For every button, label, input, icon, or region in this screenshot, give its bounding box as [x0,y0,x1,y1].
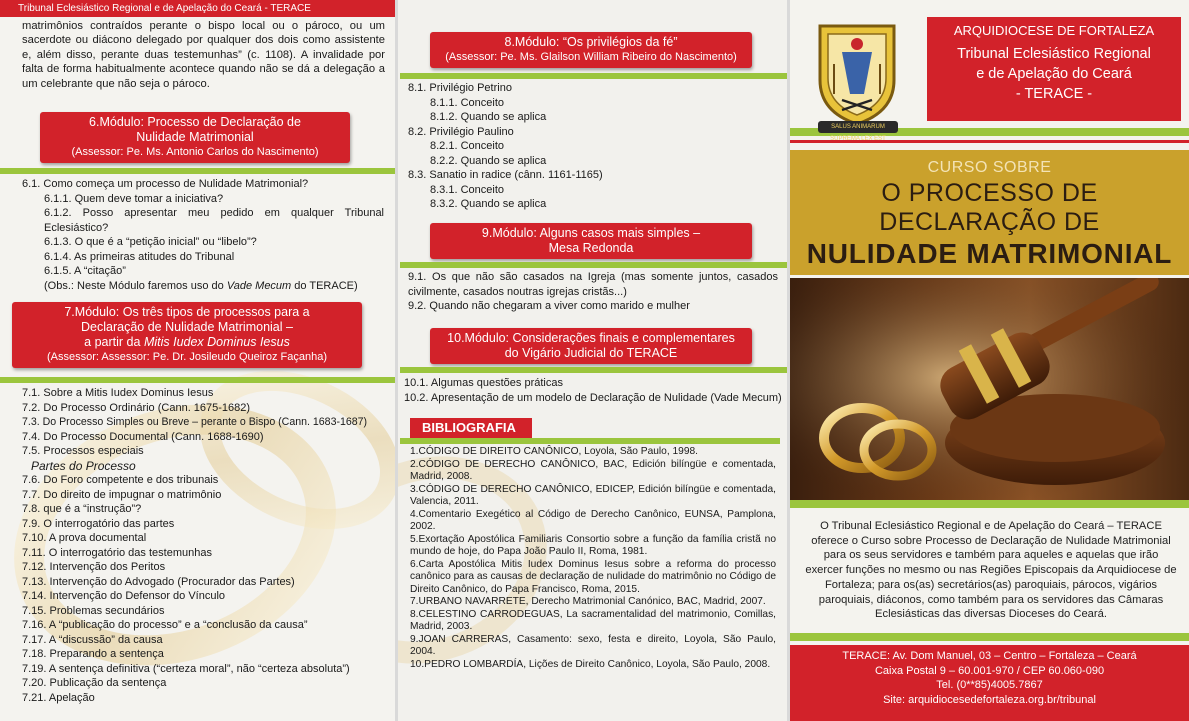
module-6-title: 6.Módulo: Processo de Declaração de [89,115,301,129]
left-panel [0,0,395,721]
list-item: 6.1.3. O que é a “petição inicial” ou “libelo”? [44,236,257,248]
list-item: 7.1. Sobre a Mitis Iudex Dominus Iesus [22,387,214,399]
gavel-icon [790,278,1189,500]
parts-heading: Partes do Processo [31,458,136,473]
archdiocese-title: ARQUIDIOCESE DE FORTALEZA [953,23,1155,38]
footer-contact [790,645,1189,721]
list-item: 6.1.2. Posso apresentar meu pedido em qualquer Tribunal Eclesiástico? [44,207,384,234]
list-item: 8.1.1. Conceito [430,96,504,109]
list-item: 7.7. Do direito de impugnar o matrimônio [22,488,222,501]
divider [790,633,1189,641]
divider [0,377,395,383]
list-item: 7.5. Processos especiais [22,445,144,457]
module-7-banner [12,302,362,368]
module-9-list [408,270,778,314]
bibliography-entry: 5.Exortação Apostólica Familiaris Consortio sobre a função da família cristã no mundo de hoje, do Papa João Paulo II, Roma, 1981. [410,533,776,557]
module-7-title-3: a partir da Mitis Iudex Dominus Iesus [84,335,290,349]
module-8-title: 8.Módulo: “Os privilégios da fé” [504,35,678,49]
module-6-assessor: (Assessor: Pe. Ms. Antonio Carlos do Nascimento) [71,146,319,158]
list-item: 7.11. O interrogatório das testemunhas [22,546,212,559]
list-item: 8.3. Sanatio in radice (cânn. 1161-1165) [408,169,603,181]
list-item: 6.1. Como começa um processo de Nulidade Matrimonial? [22,178,309,190]
module-10-title: 10.Módulo: Considerações finais e complementares [447,331,735,345]
bibliography-entry: 9.JOAN CARRERAS, Casamento: sexo, festa e direito, Loyola, São Paulo, 2004. [410,633,776,657]
footer-address: TERACE: Av. Dom Manuel, 03 – Centro – Fortaleza – Ceará [842,650,1137,662]
module-6-banner [40,112,350,163]
list-item: 7.3. Do Processo Simples ou Breve – perante o Bispo (Cann. 1683-1687) [22,416,368,428]
list-item: 7.21. Apelação [22,691,95,704]
list-item: 7.8. que é a “instrução”? [22,503,142,515]
divider [400,438,780,444]
coat-of-arms-seal [812,20,902,132]
course-description: O Tribunal Eclesiástico Regional e de Apelação do Ceará – TERACE oferece o Curso sobre Processo de Declaração de Nulidade Matrimonial para os seus servidores e também para aqueles e aquelas que irão exercer funções no mesmo ou nas Regiões Episcopais da Arquidiocese de Fortaleza; para os(as) secretários(as) paroquiais, párocos, vigários paroquiais, diáconos, como também para os servidores das Câmaras Eclesiásticas das diversas Dioceses do Ceará. [805,520,1177,621]
list-item: 10.2. Apresentação de um modelo de Declaração de Nulidade (Vade Mecum) [404,391,782,404]
bibliography-entry: 7.URBANO NAVARRETE, Derecho Matrimonial Canónico, BAC, Madrid, 2007. [410,596,766,607]
list-item: 7.17. A “discussão” da causa [22,633,163,646]
list-item: 6.1.4. As primeiras atitudes do Tribunal [44,250,235,263]
module-6-title-2: Nulidade Matrimonial [136,130,254,144]
bibliography-entry: 8.CELESTINO CARRODEGUAS, La sacramentalidad del matrimonio, Comillas, Madrid, 2003. [410,608,776,632]
gavel-rings-photo [790,278,1189,500]
list-item: 6.1.1. Quem deve tomar a iniciativa? [44,192,224,205]
list-item: 7.16. A “publicação do processo” e a “conclusão da causa” [22,619,308,631]
list-item: 8.1. Privilégio Petrino [408,82,512,94]
module-9-banner [430,223,752,259]
bibliography-entry: 3.CÓDIGO DE DERECHO CANÔNICO, EDICEP, Edición bilíngüe e comentada, Valencia, 2011. [410,483,776,507]
module-10-title-2: do Vigário Judicial do TERACE [504,346,678,360]
list-item: 8.2. Privilégio Paulino [408,125,514,138]
module-7-assessor: (Assessor: Assessor: Pe. Dr. Josileudo Queiroz Façanha) [46,351,327,363]
divider [400,73,787,79]
list-item: 7.9. O interrogatório das partes [22,517,175,530]
module-6-list [22,177,384,293]
list-item: 7.10. A prova documental [22,532,147,544]
module-7-title: 7.Módulo: Os três tipos de processos para a [64,305,310,319]
list-item: 7.2. Do Processo Ordinário (Cann. 1675-1682) [22,401,251,414]
divider [790,500,1189,508]
footer-phone: Tel. (0**85)4005.7867 [936,679,1043,691]
list-item: 7.18. Preparando a sentença [22,648,164,660]
list-item: 7.12. Intervenção dos Peritos [22,561,166,573]
list-item: 7.13. Intervenção do Advogado (Procurador das Partes) [22,575,295,588]
header-box [927,17,1181,121]
module-10-banner [430,328,752,364]
module-9-title-2: Mesa Redonda [548,241,634,255]
module-8-list [408,81,778,212]
list-item: 9.1. Os que não são casados na Igreja (mas somente juntos, casados civilmente, casados noutras igrejas cristãs...) [408,271,778,298]
tribunal-title: Tribunal Eclesiástico Regional e de Apelação do Ceará - TERACE - [957,46,1151,102]
module-7-list [22,386,387,705]
divider [400,367,787,373]
divider [0,168,395,174]
bibliography-entry: 4.Comentario Exegético al Código de Derecho Canônico, EUNSA, Pamplona, 2002. [410,508,776,532]
divider [400,262,787,268]
list-item: 7.20. Publicação da sentença [22,677,167,689]
bibliography-entry: 1.CÓDIGO DE DIREITO CANÔNICO, Loyola, São Paulo, 1998. [410,446,699,457]
header-strip: Tribunal Eclesiástico Regional e de Apelação do Ceará - TERACE [0,0,395,17]
list-item: 8.2.2. Quando se aplica [430,154,547,167]
list-item: 8.2.1. Conceito [430,140,504,152]
module-8-assessor: (Assessor: Pe. Ms. Glailson William Ribeiro do Nascimento) [445,51,737,63]
list-item: 8.1.2. Quando se aplica [430,111,547,123]
footer-postal: Caixa Postal 9 – 60.001-970 / CEP 60.060-090 [874,664,1105,677]
list-item: 7.15. Problemas secundários [22,604,165,617]
bibliography-entry: 10.PEDRO LOMBARDÍA, Lições de Direito Canônico, Loyola, São Paulo, 2008. [410,658,771,670]
list-item: 8.3.1. Conceito [430,183,504,196]
bibliography-heading: BIBLIOGRAFIA [410,418,532,438]
list-item: 6.1.5. A “citação” [44,265,126,277]
seal-motto: SALUS ANIMARUM SUPREMA LEX EST [818,121,898,133]
course-title-block [790,150,1189,275]
list-item: 7.19. A sentença definitiva (“certeza moral”, não “certeza absoluta”) [22,662,350,675]
list-item: 7.4. Do Processo Documental (Cann. 1688-1690) [22,430,264,443]
course-title-line-2: NULIDADE MATRIMONIAL [806,238,1173,269]
list-item: 7.14. Intervenção do Defensor do Vínculo [22,590,226,602]
bibliography-list [410,446,776,671]
list-item: 8.3.2. Quando se aplica [430,198,547,210]
course-title-line-1: O PROCESSO DE DECLARAÇÃO DE [879,179,1100,236]
module-9-title: 9.Módulo: Alguns casos mais simples – [481,226,701,240]
list-item: 7.6. Do Foro competente e dos tribunais [22,474,219,486]
course-subtitle: CURSO SOBRE [927,159,1052,176]
module-7-title-2: Declaração de Nulidade Matrimonial – [81,320,293,334]
module-6-obs: (Obs.: Neste Módulo faremos uso do Vade Mecum do TERACE) [44,279,358,292]
intro-paragraph: matrimônios contraídos perante o bispo local ou o pároco, ou um sacerdote ou diácono delegado por qualquer dos dois como assistente e, além disso, perante duas testemunhas” (c. 1108). A invalidade por falta de forma habitualmente acontece quando não se dá a delegação a um celebrante que não seja o pároco. [22,20,385,90]
bibliography-entry: 6.Carta Apostólica Mitis Iudex Dominus Iesus sobre a reforma do processo canônico para as causas de declaração de nulidade do matrimônio no Código de Direito Canônico, do Papa Francisco, Roma, 2015. [410,558,776,595]
footer-site[interactable]: Site: arquidiocesedefortaleza.org.br/tribunal [883,693,1096,706]
list-item: 9.2. Quando não chegaram a viver como marido e mulher [408,300,690,312]
list-item: 10.1. Algumas questões práticas [404,377,563,389]
module-8-banner [430,32,752,68]
module-10-list [404,376,784,405]
bibliography-entry: 2.CÓDIGO DE DERECHO CANÔNICO, BAC, Edición bilíngüe e comentada, Madrid, 2008. [410,458,776,482]
